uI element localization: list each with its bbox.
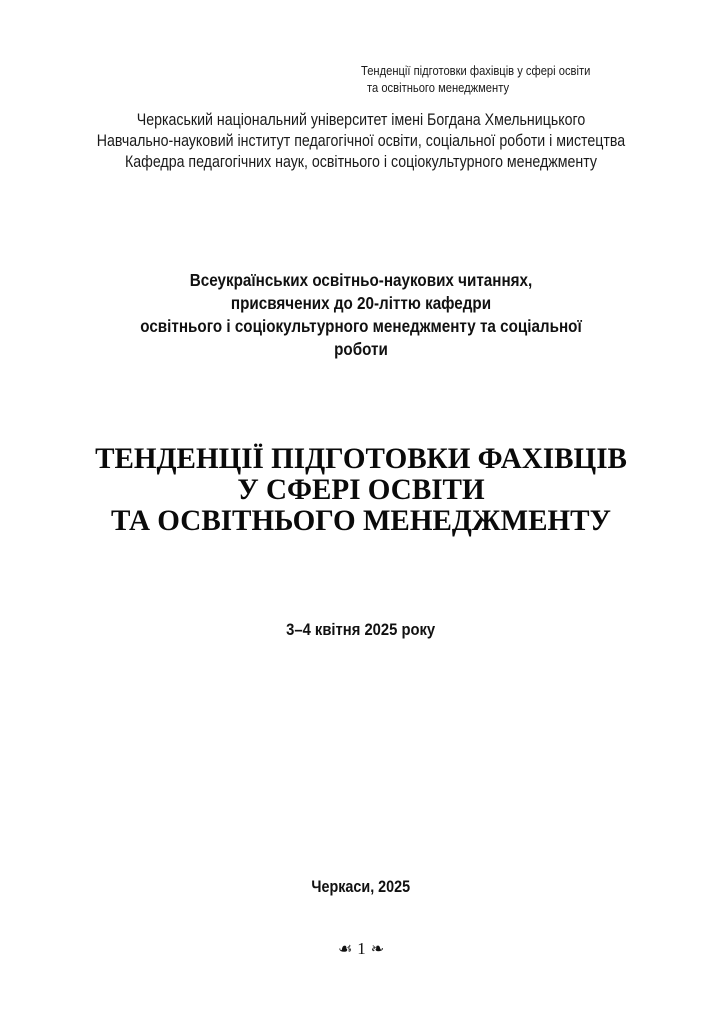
running-header: [361, 62, 590, 96]
running-header-line-1: Тенденції підготовки фахівців у сфері освіти: [361, 63, 591, 78]
event-dates-text: 3–4 квітня 2025 року: [286, 620, 436, 639]
title-line-1: ТЕНДЕНЦІЇ ПІДГОТОВКИ ФАХІВЦІВ: [95, 442, 627, 475]
title-line-3: ТА ОСВІТНЬОГО МЕНЕДЖМЕНТУ: [111, 504, 611, 537]
fleuron-left-icon: ☙: [337, 939, 353, 958]
running-header-line-2: та освітнього менеджменту: [367, 80, 510, 95]
place-and-year: [0, 876, 722, 898]
event-description: [0, 269, 722, 361]
department-name: Кафедра педагогічних наук, освітнього і соціокультурного менеджменту: [124, 153, 598, 171]
page-number: 1: [357, 939, 366, 958]
main-title: [0, 443, 722, 536]
institution-block: [0, 110, 722, 173]
title-line-2: У СФЕРІ ОСВІТИ: [237, 473, 485, 506]
event-line-4: роботи: [334, 339, 388, 359]
institute-name: Навчально-науковий інститут педагогічної освіти, соціальної роботи і мистецтва: [96, 132, 626, 150]
event-line-2: присвячених до 20-літтю кафедри: [230, 293, 492, 313]
event-dates: [0, 619, 722, 641]
event-line-1: Всеукраїнських освітньо-наукових читаннях,: [189, 270, 533, 290]
event-line-3: освітнього і соціокультурного менеджменту та соціальної: [140, 316, 582, 336]
fleuron-right-icon: ❧: [370, 939, 385, 958]
place-and-year-text: Черкаси, 2025: [311, 878, 411, 896]
page-footer: [0, 938, 722, 960]
university-name: Черкаський національний університет імені Богдана Хмельницького: [136, 111, 586, 129]
